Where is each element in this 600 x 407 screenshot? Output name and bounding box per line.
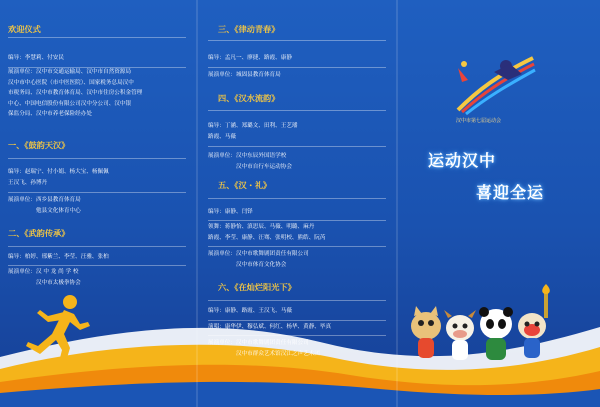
section-title-1: 一、《鼓韵天汉》 [8, 140, 70, 150]
slogan-line-2: 喜迎全运 [476, 183, 545, 202]
divider [8, 158, 186, 159]
welcome-line: 市税务局、汉中市教育体育局、汉中市住房公积金管理 [8, 90, 143, 97]
divider [208, 110, 386, 111]
welcome-line: 保监分局、汉中市养老保险经办处 [8, 111, 92, 118]
section4-line: 编导：丁涵、郑璐文、田利、王艺璠 [208, 123, 298, 129]
section2-line: 展演单位：汉 中 龙 尚 学 校 [8, 269, 79, 275]
left-panel [0, 0, 196, 407]
section-title-5: 五、《汉・礼》 [218, 180, 272, 190]
section1-line: 王汉飞、孙博丹 [8, 179, 48, 186]
right-panel [398, 0, 600, 407]
section5-line: 汉中市体育文化协会 [208, 261, 287, 268]
welcome-line: 编导：李慧莉、付安民 [8, 55, 64, 61]
slogan-line-1: 运动汉中 [428, 151, 497, 170]
section5-line: 展演单位：汉中市歌舞剧团责任有限公司 [208, 251, 309, 257]
divider [208, 335, 386, 336]
section2-line: 编导：柏婷、邢紫兰、李莹、汪雅、张柏 [8, 254, 109, 260]
divider [8, 246, 186, 247]
emblem-caption: 汉中市第七届运动会 [456, 118, 502, 124]
welcome-line: 展演单位：汉中市交通运输局、汉中市自然资源局 [8, 69, 132, 75]
section3-line: 编导：孟凡一、廖捷、路霞、康静 [208, 55, 292, 61]
divider [208, 146, 386, 147]
section4-line: 展演单位：汉中东辰外国语学校 [208, 153, 287, 159]
runner-silhouette-icon [18, 290, 98, 370]
section1-line: 展演单位：西乡县教育体育局 [8, 197, 81, 203]
middle-panel [198, 0, 396, 407]
divider [208, 246, 386, 247]
section6-line: 汉中市群众艺术馆汉江之声艺术团 [208, 350, 320, 357]
section5-line: 领舞：蒋静怡、滇思辰、马薇、明璐、麻丹 [208, 224, 315, 230]
welcome-line: 汉中市中心医院（市中医医院）、国家税务总局汉中 [8, 79, 134, 86]
section-title-4: 四、《汉水流韵》 [218, 93, 280, 103]
section5-line: 路霞、李莹、康静、汪骞、张明校、熊皓、阮芮 [208, 234, 326, 241]
divider [8, 192, 186, 193]
divider [8, 37, 186, 38]
section-title-2: 二、《武韵传承》 [8, 228, 70, 238]
section6-line: 演唱：康华伊、穆弘斌、何红、杨华、黄静、毕真 [208, 324, 332, 330]
divider [208, 220, 386, 221]
divider [208, 198, 386, 199]
section-title-6: 六、《在灿烂阳光下》 [218, 282, 296, 292]
games-emblem-icon [448, 50, 538, 120]
section2-line: 汉中市太极拳协会 [8, 279, 81, 286]
divider [208, 300, 386, 301]
section5-line: 编导：康静、闫铎 [208, 209, 253, 215]
welcome-line: 中心、中国电信股份有限公司汉中分公司、汉中银 [8, 100, 132, 107]
divider [208, 40, 386, 41]
mascots-illustration-icon [404, 282, 554, 378]
section4-line: 汉中市自行车运动协会 [208, 163, 292, 170]
divider [8, 265, 186, 266]
section4-line: 路霞、马薇 [208, 133, 236, 140]
section-title-3: 三、《律动青春》 [218, 24, 280, 34]
divider [208, 67, 386, 68]
section1-line: 勉县文化体育中心 [8, 207, 81, 214]
section3-line: 展演单位：城固县教育体育局 [208, 72, 281, 78]
divider [208, 320, 386, 321]
section6-line: 编导：康静、路霞、王汉飞、马薇 [208, 308, 292, 314]
welcome-title: 欢迎仪式 [8, 24, 41, 34]
section1-line: 编导：赵瑞宁、付小娟、杨大宝、杨佩佩 [8, 169, 109, 175]
section6-line: 展演单位：汉中市歌舞剧团责任有限公司 [208, 340, 309, 346]
